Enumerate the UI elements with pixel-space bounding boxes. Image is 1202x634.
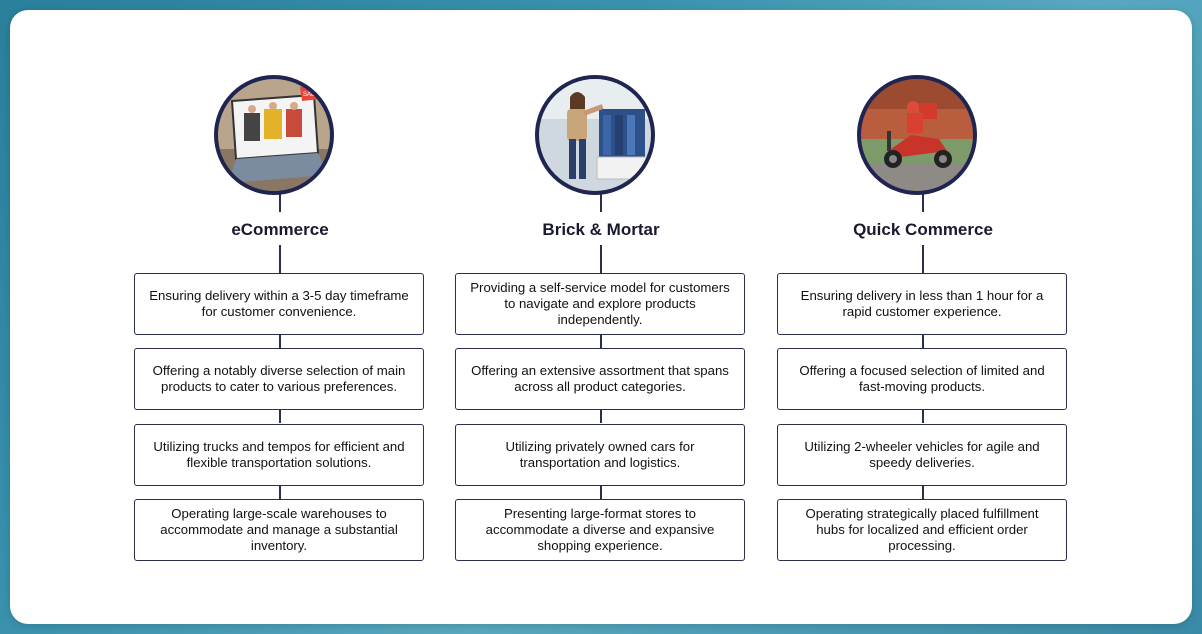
connector-line xyxy=(279,410,281,423)
feature-box: Utilizing 2-wheeler vehicles for agile and speedy deliveries. xyxy=(777,424,1067,486)
column-brick-mortar xyxy=(455,10,747,624)
connector-line xyxy=(600,245,602,273)
column-title: eCommerce xyxy=(231,220,329,239)
feature-box: Ensuring delivery in less than 1 hour for a rapid customer experience. xyxy=(777,273,1067,335)
feature-box: Offering an extensive assortment that spans across all product categories. xyxy=(455,348,745,410)
scooter-delivery-icon xyxy=(857,75,977,195)
column-title: Brick & Mortar xyxy=(542,220,660,239)
store-shopper-icon xyxy=(535,75,655,195)
column-quick-commerce xyxy=(777,10,1069,624)
feature-box: Utilizing privately owned cars for transportation and logistics. xyxy=(455,424,745,486)
connector-line xyxy=(922,486,924,499)
feature-box: Ensuring delivery within a 3-5 day timeframe for customer convenience. xyxy=(134,273,424,335)
column-title: Quick Commerce xyxy=(853,220,993,239)
connector-line xyxy=(600,335,602,348)
connector-line xyxy=(922,245,924,273)
feature-box: Operating large-scale warehouses to accommodate and manage a substantial inventory. xyxy=(134,499,424,561)
content-card xyxy=(10,10,1192,624)
feature-box: Operating strategically placed fulfillment hubs for localized and efficient order processing. xyxy=(777,499,1067,561)
column-ecommerce xyxy=(134,10,426,624)
laptop-shopping-icon xyxy=(214,75,334,195)
feature-box: Providing a self-service model for customers to navigate and explore products independently. xyxy=(455,273,745,335)
feature-box: Utilizing trucks and tempos for efficient and flexible transportation solutions. xyxy=(134,424,424,486)
connector-line xyxy=(279,486,281,499)
sale-badge: SALE xyxy=(303,92,319,98)
connector-line xyxy=(922,335,924,348)
connector-line xyxy=(922,410,924,423)
feature-box: Presenting large-format stores to accommodate a diverse and expansive shopping experience. xyxy=(455,499,745,561)
feature-box: Offering a notably diverse selection of main products to cater to various preferences. xyxy=(134,348,424,410)
connector-line xyxy=(600,410,602,423)
connector-line xyxy=(279,245,281,273)
connector-line xyxy=(279,335,281,348)
connector-line xyxy=(600,486,602,499)
feature-box: Offering a focused selection of limited and fast-moving products. xyxy=(777,348,1067,410)
